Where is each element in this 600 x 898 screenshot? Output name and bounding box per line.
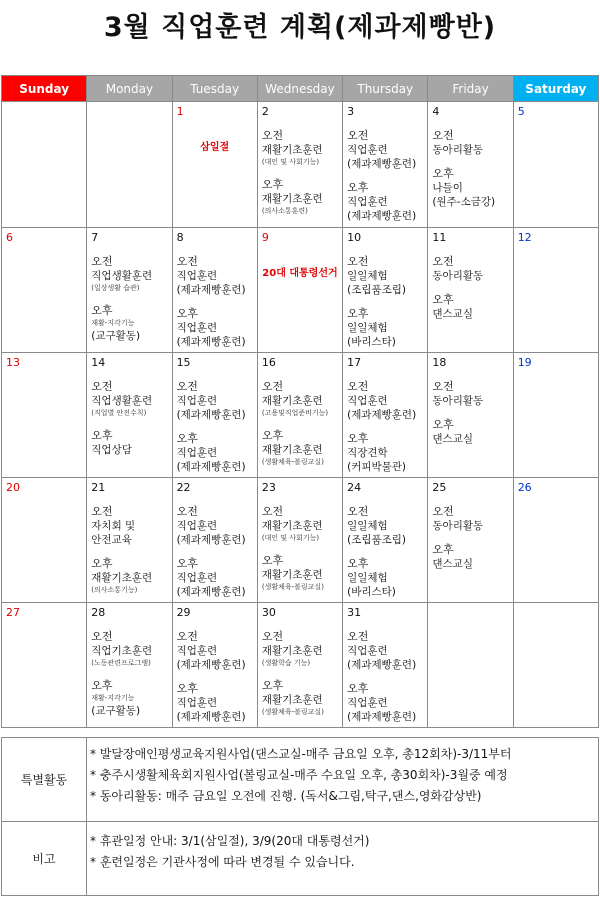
- afternoon-label: 오후: [347, 432, 369, 445]
- day-number: 12: [517, 231, 532, 244]
- afternoon-label: 오후: [176, 307, 198, 320]
- activity: 일일체험: [347, 322, 388, 334]
- activity: (제과제빵훈련): [176, 284, 246, 296]
- activity: 재활기초훈련: [261, 569, 323, 581]
- weekday-friday: Friday: [428, 76, 513, 102]
- morning-schedule: [432, 505, 512, 533]
- activity-detail: (의사소통훈련): [261, 207, 308, 215]
- activity: (바리스타): [347, 336, 396, 348]
- activity: 직업훈련: [176, 322, 218, 334]
- day-number: [6, 105, 86, 123]
- activity: 동아리활동: [432, 520, 484, 532]
- activity: 직업훈련: [176, 270, 218, 282]
- afternoon-schedule: [432, 293, 512, 321]
- morning-schedule: [347, 380, 427, 422]
- afternoon-label: 오후: [432, 293, 454, 306]
- activity: (제과제빵훈련): [176, 659, 246, 671]
- activity: 댄스교실: [432, 558, 473, 570]
- activity: (제과제빵훈련): [347, 210, 417, 222]
- activity: (제과제빵훈련): [347, 158, 417, 170]
- afternoon-schedule: [262, 554, 342, 593]
- activity: 재활기초훈련: [261, 444, 323, 456]
- activity: 직업훈련: [347, 645, 388, 657]
- activity-detail: (의사소통기능): [91, 586, 138, 594]
- activity: 일일체험: [347, 572, 388, 584]
- day-number: 5: [517, 105, 525, 118]
- day-number: 15: [176, 356, 191, 369]
- morning-label: 오전: [176, 255, 198, 268]
- activity: 재활기초훈련: [261, 395, 323, 407]
- calendar-day-cell: [343, 102, 428, 228]
- activity-detail: 재활-지각기능: [91, 319, 135, 327]
- activity: 재활기초훈련: [261, 193, 323, 205]
- activity: 직업훈련: [176, 447, 218, 459]
- remarks-body: [87, 822, 599, 896]
- activity: 댄스교실: [432, 308, 473, 320]
- day-number: 8: [176, 231, 184, 244]
- morning-schedule: [177, 380, 257, 422]
- calendar-day-cell: [513, 102, 598, 228]
- afternoon-schedule: [432, 167, 512, 209]
- day-number: 29: [176, 606, 191, 619]
- day-number: 11: [432, 231, 447, 244]
- activity-detail: (생활체육-볼링교실): [261, 583, 324, 591]
- calendar-day-cell: [87, 603, 172, 728]
- activity-detail: (대인 및 사회기능): [261, 534, 320, 542]
- weekday-sunday: Sunday: [2, 76, 87, 102]
- morning-label: 오전: [91, 255, 113, 268]
- notes-table: [1, 737, 599, 896]
- morning-label: 오전: [176, 380, 198, 393]
- morning-schedule: [262, 380, 342, 419]
- calendar-week-row: [2, 228, 599, 353]
- activity: 직장견학: [347, 447, 388, 459]
- morning-label: 오전: [91, 380, 113, 393]
- calendar-day-cell: [257, 353, 342, 478]
- afternoon-schedule: [91, 429, 171, 457]
- day-number: 3: [347, 105, 355, 118]
- afternoon-schedule: [347, 181, 427, 223]
- activity: 안전교육: [91, 534, 132, 546]
- calendar-day-cell: [2, 603, 87, 728]
- afternoon-schedule: [432, 418, 512, 446]
- calendar-day-cell: [513, 478, 598, 603]
- activity: (제과제빵훈련): [176, 461, 246, 473]
- activity-detail: 재활-지각기능: [91, 694, 135, 702]
- afternoon-schedule: [347, 557, 427, 599]
- morning-label: 오전: [261, 380, 284, 393]
- calendar-day-cell: [172, 228, 257, 353]
- afternoon-label: 오후: [432, 543, 454, 556]
- calendar-day-cell: [343, 228, 428, 353]
- day-number: 6: [6, 231, 13, 244]
- remarks-line: * 훈련일정은 기관사정에 따라 변경될 수 있습니다.: [90, 855, 355, 869]
- activity: 일일체험: [347, 520, 388, 532]
- morning-schedule: [91, 505, 171, 547]
- afternoon-schedule: [177, 682, 257, 724]
- activity: 직업훈련: [347, 697, 388, 709]
- morning-label: 오전: [91, 630, 113, 643]
- activity: 직업훈련: [347, 395, 388, 407]
- morning-schedule: [262, 505, 342, 544]
- activity: (제과제빵훈련): [176, 336, 246, 348]
- morning-label: 오전: [91, 505, 113, 518]
- day-number: 18: [432, 356, 447, 369]
- activity: (조립품조립): [347, 284, 407, 296]
- day-number: [91, 105, 171, 123]
- morning-schedule: [262, 630, 342, 669]
- calendar-week-row: [2, 353, 599, 478]
- calendar: [1, 75, 599, 728]
- calendar-day-cell: [343, 603, 428, 728]
- calendar-day-cell: [343, 478, 428, 603]
- calendar-day-cell: [2, 102, 87, 228]
- afternoon-schedule: [91, 304, 171, 343]
- activity: (제과제빵훈련): [347, 409, 417, 421]
- afternoon-schedule: [177, 557, 257, 599]
- activity: 일일체험: [347, 270, 388, 282]
- calendar-day-cell: [257, 603, 342, 728]
- afternoon-label: 오후: [261, 178, 284, 191]
- activity-detail: (노동관련프로그램): [91, 659, 151, 667]
- weekday-monday: Monday: [87, 76, 172, 102]
- morning-label: 오전: [176, 630, 198, 643]
- calendar-week-row: [2, 102, 599, 228]
- activity: (제과제빵훈련): [176, 711, 246, 723]
- day-number: 9: [261, 231, 269, 244]
- morning-label: 오전: [261, 505, 284, 518]
- day-number: 10: [347, 231, 362, 244]
- day-number: 27: [6, 606, 20, 619]
- morning-schedule: [91, 380, 171, 419]
- morning-schedule: [347, 129, 427, 171]
- morning-schedule: [177, 255, 257, 297]
- calendar-day-cell: [428, 603, 513, 728]
- morning-label: 오전: [347, 630, 369, 643]
- day-number: 22: [176, 481, 191, 494]
- morning-schedule: [347, 255, 427, 297]
- day-number: 2: [261, 105, 269, 118]
- special-activities-row: [2, 738, 599, 822]
- afternoon-label: 오후: [91, 429, 113, 442]
- day-number: 24: [347, 481, 362, 494]
- activity: 나들이: [432, 182, 463, 194]
- calendar-day-cell: [2, 353, 87, 478]
- calendar-day-cell: [257, 478, 342, 603]
- activity: 재활기초훈련: [261, 144, 323, 156]
- remarks-label: 비고: [2, 822, 87, 896]
- afternoon-label: 오후: [91, 304, 113, 317]
- morning-schedule: [347, 630, 427, 672]
- morning-schedule: [262, 129, 342, 168]
- morning-label: 오전: [261, 630, 284, 643]
- afternoon-schedule: [91, 679, 171, 718]
- morning-label: 오전: [347, 129, 369, 142]
- calendar-week-row: [2, 603, 599, 728]
- calendar-day-cell: [87, 102, 172, 228]
- afternoon-label: 오후: [347, 682, 369, 695]
- special-line: * 동아리활동: 매주 금요일 오전에 진행. (독서&그림,탁구,댄스,영화감상반): [90, 789, 482, 803]
- day-number: 17: [347, 356, 362, 369]
- calendar-day-cell: [172, 478, 257, 603]
- activity: (조립품조립): [347, 534, 407, 546]
- calendar-day-cell: [2, 478, 87, 603]
- day-number: 21: [91, 481, 106, 494]
- activity: 직업훈련: [176, 572, 218, 584]
- morning-label: 오전: [347, 505, 369, 518]
- activity: 직업훈련: [176, 697, 218, 709]
- morning-schedule: [432, 255, 512, 283]
- activity-detail: (일상생활 습관): [91, 284, 140, 292]
- day-number: [518, 606, 598, 624]
- morning-schedule: [91, 255, 171, 294]
- activity: (원주-소금강): [432, 196, 496, 208]
- morning-schedule: [347, 505, 427, 547]
- page-title: 3월 직업훈련 계획(제과제빵반): [103, 12, 497, 43]
- afternoon-schedule: [262, 178, 342, 217]
- day-number: [432, 606, 512, 624]
- activity-detail: (대인 및 사회기능): [261, 158, 320, 166]
- day-number: 7: [91, 231, 99, 244]
- weekday-wednesday: Wednesday: [257, 76, 342, 102]
- activity: 재활기초훈련: [261, 645, 323, 657]
- afternoon-schedule: [262, 679, 342, 718]
- calendar-week-row: [2, 478, 599, 603]
- weekday-header-row: [2, 76, 599, 102]
- day-number: 19: [517, 356, 532, 369]
- afternoon-schedule: [262, 429, 342, 468]
- activity: 직업훈련: [176, 395, 218, 407]
- day-number: 20: [6, 481, 20, 494]
- activity: 직업훈련: [176, 645, 218, 657]
- day-number: 13: [6, 356, 20, 369]
- calendar-day-cell: [87, 228, 172, 353]
- day-number: 25: [432, 481, 447, 494]
- calendar-day-cell: [172, 102, 257, 228]
- morning-schedule: [177, 630, 257, 672]
- activity: 동아리활동: [432, 144, 484, 156]
- activity: 재활기초훈련: [261, 520, 323, 532]
- morning-schedule: [177, 505, 257, 547]
- weekday-thursday: Thursday: [343, 76, 428, 102]
- afternoon-label: 오후: [261, 679, 284, 692]
- afternoon-label: 오후: [91, 679, 113, 692]
- calendar-day-cell: [513, 228, 598, 353]
- morning-label: 오전: [432, 129, 454, 142]
- holiday-label: 20대 대통령선거: [262, 268, 338, 279]
- afternoon-schedule: [177, 307, 257, 349]
- afternoon-schedule: [347, 682, 427, 724]
- afternoon-schedule: [347, 432, 427, 474]
- afternoon-label: 오후: [432, 418, 454, 431]
- calendar-day-cell: [257, 102, 342, 228]
- day-number: 14: [91, 356, 106, 369]
- activity-detail: (직업별 안전수칙): [91, 409, 147, 417]
- calendar-day-cell: [343, 353, 428, 478]
- afternoon-label: 오후: [347, 181, 369, 194]
- activity: 댄스교실: [432, 433, 473, 445]
- morning-label: 오전: [432, 380, 454, 393]
- activity: 직업생활훈련: [91, 395, 153, 407]
- remarks-line: * 휴관일정 안내: 3/1(삼일절), 3/9(20대 대통령선거): [90, 834, 370, 848]
- morning-label: 오전: [432, 255, 454, 268]
- activity: 동아리활동: [432, 270, 484, 282]
- activity: 직업생활훈련: [91, 270, 153, 282]
- activity: (제과제빵훈련): [176, 534, 246, 546]
- afternoon-label: 오후: [261, 429, 284, 442]
- day-number: 31: [347, 606, 362, 619]
- afternoon-label: 오후: [432, 167, 454, 180]
- morning-schedule: [432, 129, 512, 157]
- activity: 동아리활동: [432, 395, 484, 407]
- activity: 직업상담: [91, 444, 132, 456]
- calendar-day-cell: [428, 102, 513, 228]
- calendar-day-cell: [513, 353, 598, 478]
- activity: (바리스타): [347, 586, 396, 598]
- morning-schedule: [91, 630, 171, 669]
- holiday-label: 삼일절: [200, 142, 230, 153]
- afternoon-label: 오후: [91, 557, 113, 570]
- afternoon-schedule: [347, 307, 427, 349]
- activity: (교구활동): [91, 330, 141, 342]
- activity-detail: (생활체육-볼링교실): [261, 458, 324, 466]
- weekday-tuesday: Tuesday: [172, 76, 257, 102]
- remarks-row: [2, 822, 599, 896]
- calendar-day-cell: [428, 228, 513, 353]
- morning-label: 오전: [176, 505, 198, 518]
- activity: (제과제빵훈련): [347, 711, 417, 723]
- morning-label: 오전: [347, 380, 369, 393]
- day-number: 26: [517, 481, 532, 494]
- activity: 자치회 및: [91, 520, 136, 532]
- calendar-day-cell: [428, 353, 513, 478]
- activity: (제과제빵훈련): [347, 659, 417, 671]
- activity: (제과제빵훈련): [176, 586, 246, 598]
- morning-label: 오전: [261, 129, 284, 142]
- calendar-day-cell: [428, 478, 513, 603]
- day-number: 4: [432, 105, 440, 118]
- activity-detail: (고용및직업준비기능): [261, 409, 329, 417]
- calendar-day-cell: [257, 228, 342, 353]
- activity: 재활기초훈련: [91, 572, 153, 584]
- day-number: 16: [261, 356, 276, 369]
- activity: 직업훈련: [176, 520, 218, 532]
- afternoon-schedule: [432, 543, 512, 571]
- afternoon-schedule: [177, 432, 257, 474]
- weekday-saturday: Saturday: [513, 76, 598, 102]
- activity: 직업훈련: [347, 196, 388, 208]
- day-number: 23: [261, 481, 276, 494]
- day-number: 28: [91, 606, 106, 619]
- activity-detail: (생활체육-볼링교실): [261, 708, 324, 716]
- afternoon-label: 오후: [261, 554, 284, 567]
- calendar-day-cell: [513, 603, 598, 728]
- calendar-day-cell: [172, 603, 257, 728]
- afternoon-label: 오후: [176, 432, 198, 445]
- activity-detail: (생활학습 기능): [261, 659, 311, 667]
- morning-label: 오전: [432, 505, 454, 518]
- afternoon-label: 오후: [176, 557, 198, 570]
- afternoon-label: 오후: [176, 682, 198, 695]
- special-activities-body: [87, 738, 599, 822]
- day-number: 30: [261, 606, 276, 619]
- afternoon-schedule: [91, 557, 171, 596]
- calendar-day-cell: [2, 228, 87, 353]
- activity: 직업기초훈련: [91, 645, 153, 657]
- day-number: 1: [176, 105, 184, 118]
- activity: 재활기초훈련: [261, 694, 323, 706]
- morning-label: 오전: [347, 255, 369, 268]
- special-activities-label: 특별활동: [2, 738, 87, 822]
- special-line: * 충주시생활체육회지원사업(볼링교실-매주 수요일 오후, 총30회차)-3월중 예정: [90, 768, 508, 782]
- morning-schedule: [432, 380, 512, 408]
- activity: (제과제빵훈련): [176, 409, 246, 421]
- calendar-day-cell: [87, 478, 172, 603]
- activity: (커피박물관): [347, 461, 407, 473]
- afternoon-label: 오후: [347, 557, 369, 570]
- afternoon-label: 오후: [347, 307, 369, 320]
- calendar-day-cell: [87, 353, 172, 478]
- activity: (교구활동): [91, 705, 141, 717]
- calendar-day-cell: [172, 353, 257, 478]
- activity: 직업훈련: [347, 144, 388, 156]
- special-line: * 발달장애인평생교육지원사업(댄스교실-매주 금요일 오후, 총12회차)-3/11부터: [90, 747, 512, 761]
